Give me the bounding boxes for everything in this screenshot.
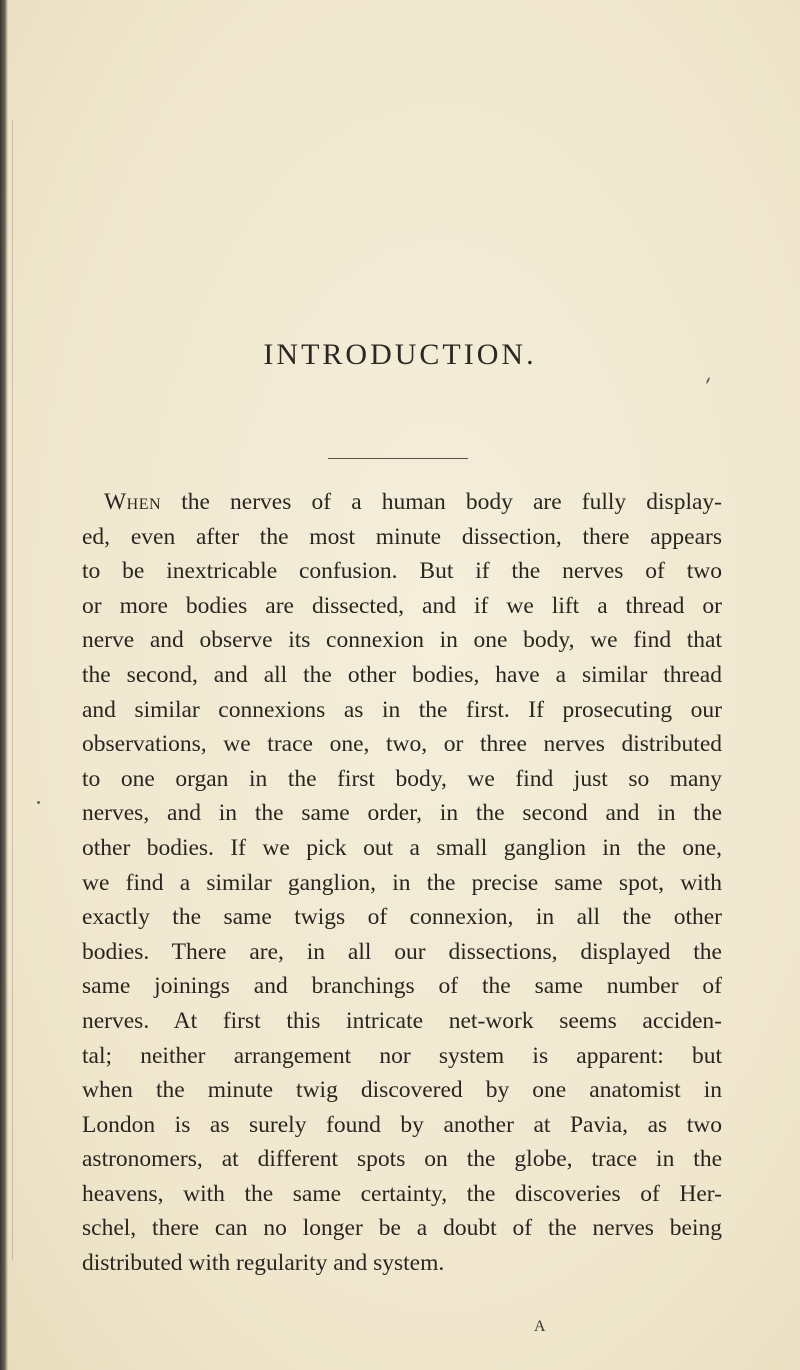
text-line: nerve and observe its connexion in one body, we find that [82, 627, 722, 654]
text-line: to one organ in the first body, we find just so many [82, 765, 722, 792]
text-line: distributed with regularity and system. [82, 1250, 445, 1277]
text-line: astronomers, at different spots on the globe, trace in the [82, 1146, 722, 1173]
page-edge-line [12, 120, 13, 1260]
text-line: nerves. At first this intricate net-work seems acciden- [82, 1007, 722, 1034]
text-line: nerves, and in the same order, in the second and in the [82, 800, 722, 827]
text-line: schel, there can no longer be a doubt of the nerves being [82, 1215, 722, 1242]
text-line: ed, even after the most minute dissection, there appears [82, 523, 722, 550]
text-line: the second, and all the other bodies, have a similar thread [82, 661, 722, 688]
heading-rule [328, 458, 468, 459]
book-spine-shadow [0, 0, 8, 1370]
text-line: heavens, with the same certainty, the discoveries of Her- [82, 1180, 722, 1207]
text-line: observations, we trace one, two, or three nerves distributed [82, 731, 722, 758]
signature-mark: A [534, 1318, 546, 1335]
text-line: and similar connexions as in the first. If prosecuting our [82, 696, 722, 723]
paper-speck [37, 801, 40, 804]
drop-word: When [104, 489, 162, 515]
text-line: When the nerves of a human body are fully display- [104, 489, 722, 515]
text-line: when the minute twig discovered by one anatomist in [82, 1077, 722, 1104]
text-line: same joinings and branchings of the same number of [82, 973, 722, 1000]
chapter-heading: INTRODUCTION. [263, 338, 537, 371]
paper-speck [706, 377, 711, 384]
body-paragraph [82, 485, 722, 1281]
text-line: other bodies. If we pick out a small ganglion in the one, [82, 834, 722, 861]
text-line: London is as surely found by another at Pavia, as two [82, 1111, 722, 1138]
text-line: or more bodies are dissected, and if we lift a thread or [82, 592, 722, 619]
text-line: we find a similar ganglion, in the precise same spot, with [82, 869, 722, 896]
text-line: to be inextricable confusion. But if the nerves of two [82, 558, 722, 585]
text-line: exactly the same twigs of connexion, in all the other [82, 904, 722, 931]
text-line: bodies. There are, in all our dissections, displayed the [82, 938, 722, 965]
text-line: tal; neither arrangement nor system is apparent: but [82, 1042, 722, 1069]
